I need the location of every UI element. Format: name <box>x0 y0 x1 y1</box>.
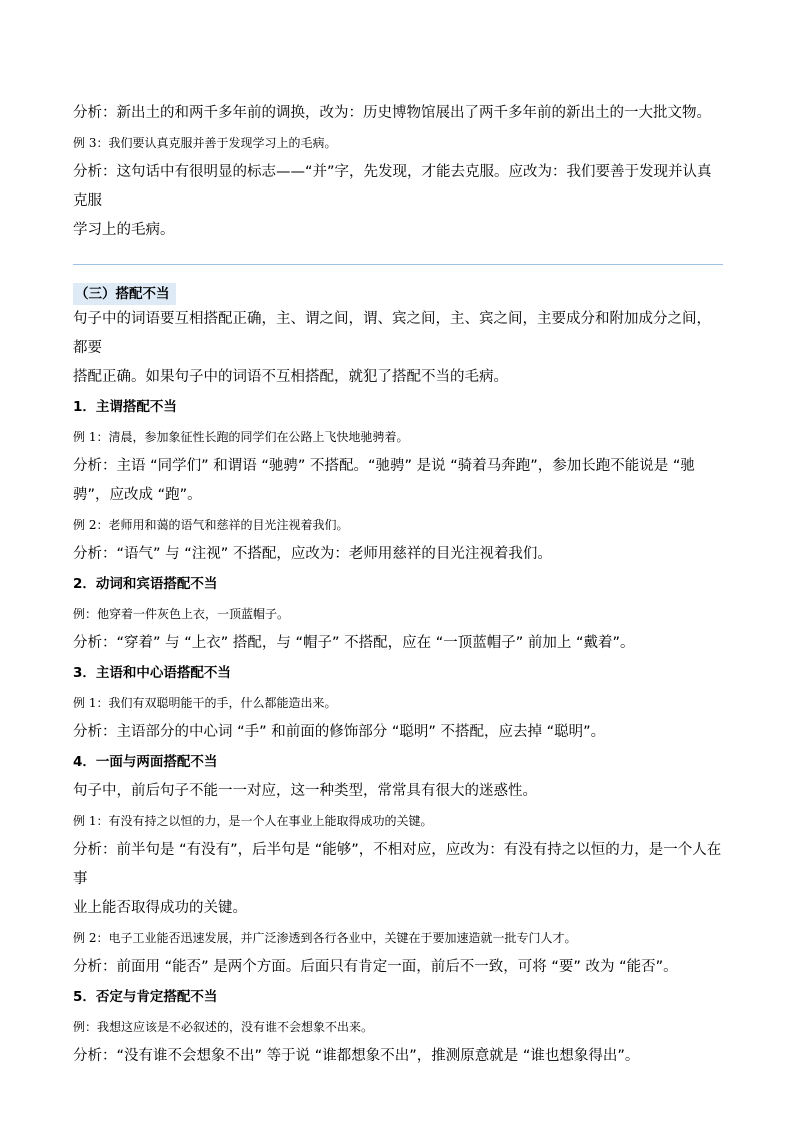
analysis-paragraph: 分析：前面用 “能否” 是两个方面。后面只有肯定一面，前后不一致，可将 “要” 改为 “能否”。 <box>73 959 678 975</box>
subsection-heading: 2．动词和宾语搭配不当 <box>73 576 218 592</box>
analysis-paragraph: 分析：前半句是 “有没有”，后半句是 “能够”，不相对应，应改为：有没有持之以恒的力，是一个人在事 <box>73 842 722 887</box>
section-divider <box>73 264 723 265</box>
example-sentence: 例 1：有没有持之以恒的力，是一个人在事业上能取得成功的关键。 <box>73 814 433 828</box>
subsection-intro: 句子中，前后句子不能一一对应，这一种类型，常常具有很大的迷惑性。 <box>73 783 537 799</box>
example-sentence: 例 2：老师用和蔼的语气和慈祥的目光注视着我们。 <box>73 518 349 532</box>
analysis-paragraph: 分析：这句话中有很明显的标志——“并”字，先发现，才能去克服。应改为：我们要善于发现并认真克服 <box>73 164 712 209</box>
subsection-heading: 1．主谓搭配不当 <box>73 399 177 415</box>
example-sentence: 例 1：我们有双聪明能干的手，什么都能造出来。 <box>73 696 337 710</box>
analysis-paragraph: 分析：“没有谁不会想象不出” 等于说 “谁都想象不出”，推测原意就是 “谁也想象得出”。 <box>73 1048 640 1064</box>
example-sentence: 例：他穿着一件灰色上衣，一顶蓝帽子。 <box>73 607 290 621</box>
example-sentence: 例 2：电子工业能否迅速发展，并广泛渗透到各行各业中，关键在于要加速造就一批专门人才。 <box>73 931 577 945</box>
analysis-paragraph: 分析：新出土的和两千多年前的调换，改为：历史博物馆展出了两千多年前的新出土的一大批文物。 <box>73 105 711 121</box>
document-page <box>73 99 723 1071</box>
analysis-paragraph-cont: 业上能否取得成功的关键。 <box>73 900 247 916</box>
analysis-paragraph: 分析：主语部分的中心词 “手” 和前面的修饰部分 “聪明” 不搭配，应去掉 “聪明”。 <box>73 724 606 740</box>
analysis-paragraph-cont: 骋”，应改成 “跑”。 <box>73 487 202 503</box>
analysis-paragraph: 分析：主语 “同学们” 和谓语 “驰骋” 不搭配。“驰骋” 是说 “骑着马奔跑”，参加长跑不能说是 “驰 <box>73 458 695 474</box>
subsection-heading: 4．一面与两面搭配不当 <box>73 754 218 770</box>
analysis-paragraph: 分析：“语气” 与 “注视” 不搭配，应改为：老师用慈祥的目光注视着我们。 <box>73 546 552 562</box>
subsection-heading: 5．否定与肯定搭配不当 <box>73 989 218 1005</box>
analysis-paragraph-cont: 学习上的毛病。 <box>73 222 175 238</box>
section-title: （三）搭配不当 <box>73 283 176 305</box>
section-intro: 句子中的词语要互相搭配正确，主、谓之间，谓、宾之间，主、宾之间，主要成分和附加成分之间，都要 <box>73 311 711 356</box>
example-sentence: 例 3：我们要认真克服并善于发现学习上的毛病。 <box>73 136 337 150</box>
subsection-heading: 3．主语和中心语搭配不当 <box>73 665 231 681</box>
example-sentence: 例：我想这应该是不必叙述的，没有谁不会想象不出来。 <box>73 1020 374 1034</box>
section-intro-cont: 搭配正确。如果句子中的词语不互相搭配，就犯了搭配不当的毛病。 <box>73 369 508 385</box>
analysis-paragraph: 分析：“穿着” 与 “上衣” 搭配，与 “帽子” 不搭配，应在 “一顶蓝帽子” 前加上 “戴着”。 <box>73 635 635 651</box>
example-sentence: 例 1：清晨，参加象征性长跑的同学们在公路上飞快地驰骋着。 <box>73 430 409 444</box>
